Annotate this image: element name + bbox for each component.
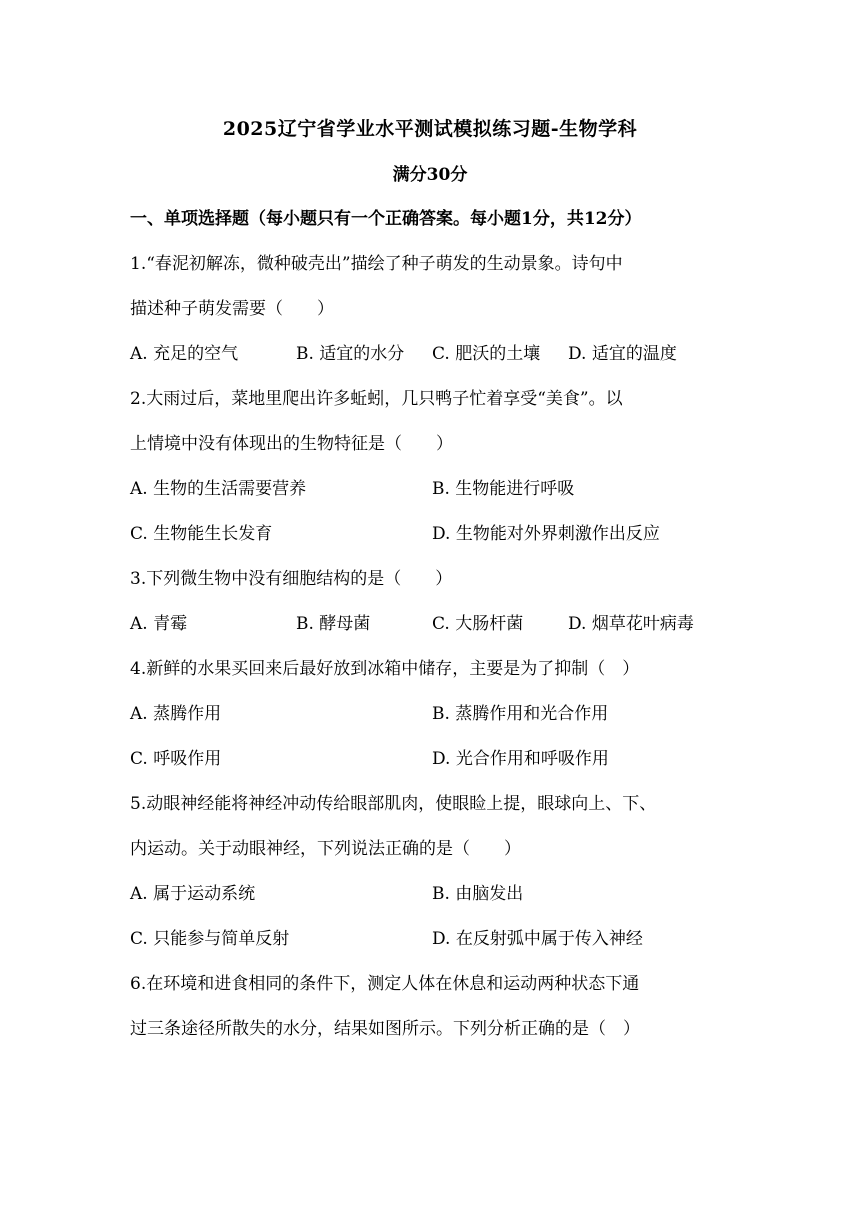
question-5-option-b: B. 由脑发出 bbox=[432, 884, 524, 904]
question-3-line-1: 3.下列微生物中没有细胞结构的是（ ） bbox=[130, 569, 453, 589]
page-title: 2025辽宁省学业水平测试模拟练习题-生物学科 bbox=[222, 118, 638, 140]
question-4-option-c: C. 呼吸作用 bbox=[130, 749, 222, 769]
question-1-option-d: D. 适宜的温度 bbox=[568, 344, 677, 364]
question-6-line-2: 过三条途径所散失的水分，结果如图所示。下列分析正确的是（ ） bbox=[130, 1019, 640, 1039]
full-score-note: 满分30分 bbox=[392, 165, 468, 185]
question-3-option-b: B. 酵母菌 bbox=[296, 614, 371, 634]
question-5-option-a: A. 属于运动系统 bbox=[130, 884, 256, 904]
section-heading-single-choice: 一、单项选择题（每小题只有一个正确答案。每小题1分，共12分） bbox=[130, 209, 642, 229]
question-2-option-d: D. 生物能对外界刺激作出反应 bbox=[432, 524, 660, 544]
question-6-line-1: 6.在环境和进食相同的条件下，测定人体在休息和运动两种状态下通 bbox=[130, 974, 640, 994]
question-2-option-c: C. 生物能生长发育 bbox=[130, 524, 273, 544]
question-3-option-a: A. 青霉 bbox=[130, 614, 188, 634]
question-5-option-c: C. 只能参与简单反射 bbox=[130, 929, 290, 949]
question-1-option-c: C. 肥沃的土壤 bbox=[432, 344, 541, 364]
question-3-option-c: C. 大肠杆菌 bbox=[432, 614, 524, 634]
question-2-option-a: A. 生物的生活需要营养 bbox=[130, 479, 307, 499]
question-2-option-b: B. 生物能进行呼吸 bbox=[432, 479, 575, 499]
question-4-option-d: D. 光合作用和呼吸作用 bbox=[432, 749, 609, 769]
question-2-line-2: 上情境中没有体现出的生物特征是（ ） bbox=[130, 434, 453, 454]
question-2-line-1: 2.大雨过后，菜地里爬出许多蚯蚓，几只鸭子忙着享受“美食”。以 bbox=[130, 389, 623, 409]
question-4-option-b: B. 蒸腾作用和光合作用 bbox=[432, 704, 609, 724]
question-4-option-a: A. 蒸腾作用 bbox=[130, 704, 222, 724]
question-5-line-1: 5.动眼神经能将神经冲动传给眼部肌肉，使眼睑上提，眼球向上、下、 bbox=[130, 794, 657, 814]
question-1-option-a: A. 充足的空气 bbox=[130, 344, 239, 364]
question-1-line-1: 1.“春泥初解冻，微种破壳出”描绘了种子萌发的生动景象。诗句中 bbox=[130, 254, 623, 274]
question-1-option-b: B. 适宜的水分 bbox=[296, 344, 405, 364]
question-4-line-1: 4.新鲜的水果买回来后最好放到冰箱中储存，主要是为了抑制（ ） bbox=[130, 659, 640, 679]
question-5-option-d: D. 在反射弧中属于传入神经 bbox=[432, 929, 643, 949]
question-5-line-2: 内运动。关于动眼神经，下列说法正确的是（ ） bbox=[130, 839, 521, 859]
question-1-line-2: 描述种子萌发需要（ ） bbox=[130, 299, 334, 319]
question-3-option-d: D. 烟草花叶病毒 bbox=[568, 614, 694, 634]
